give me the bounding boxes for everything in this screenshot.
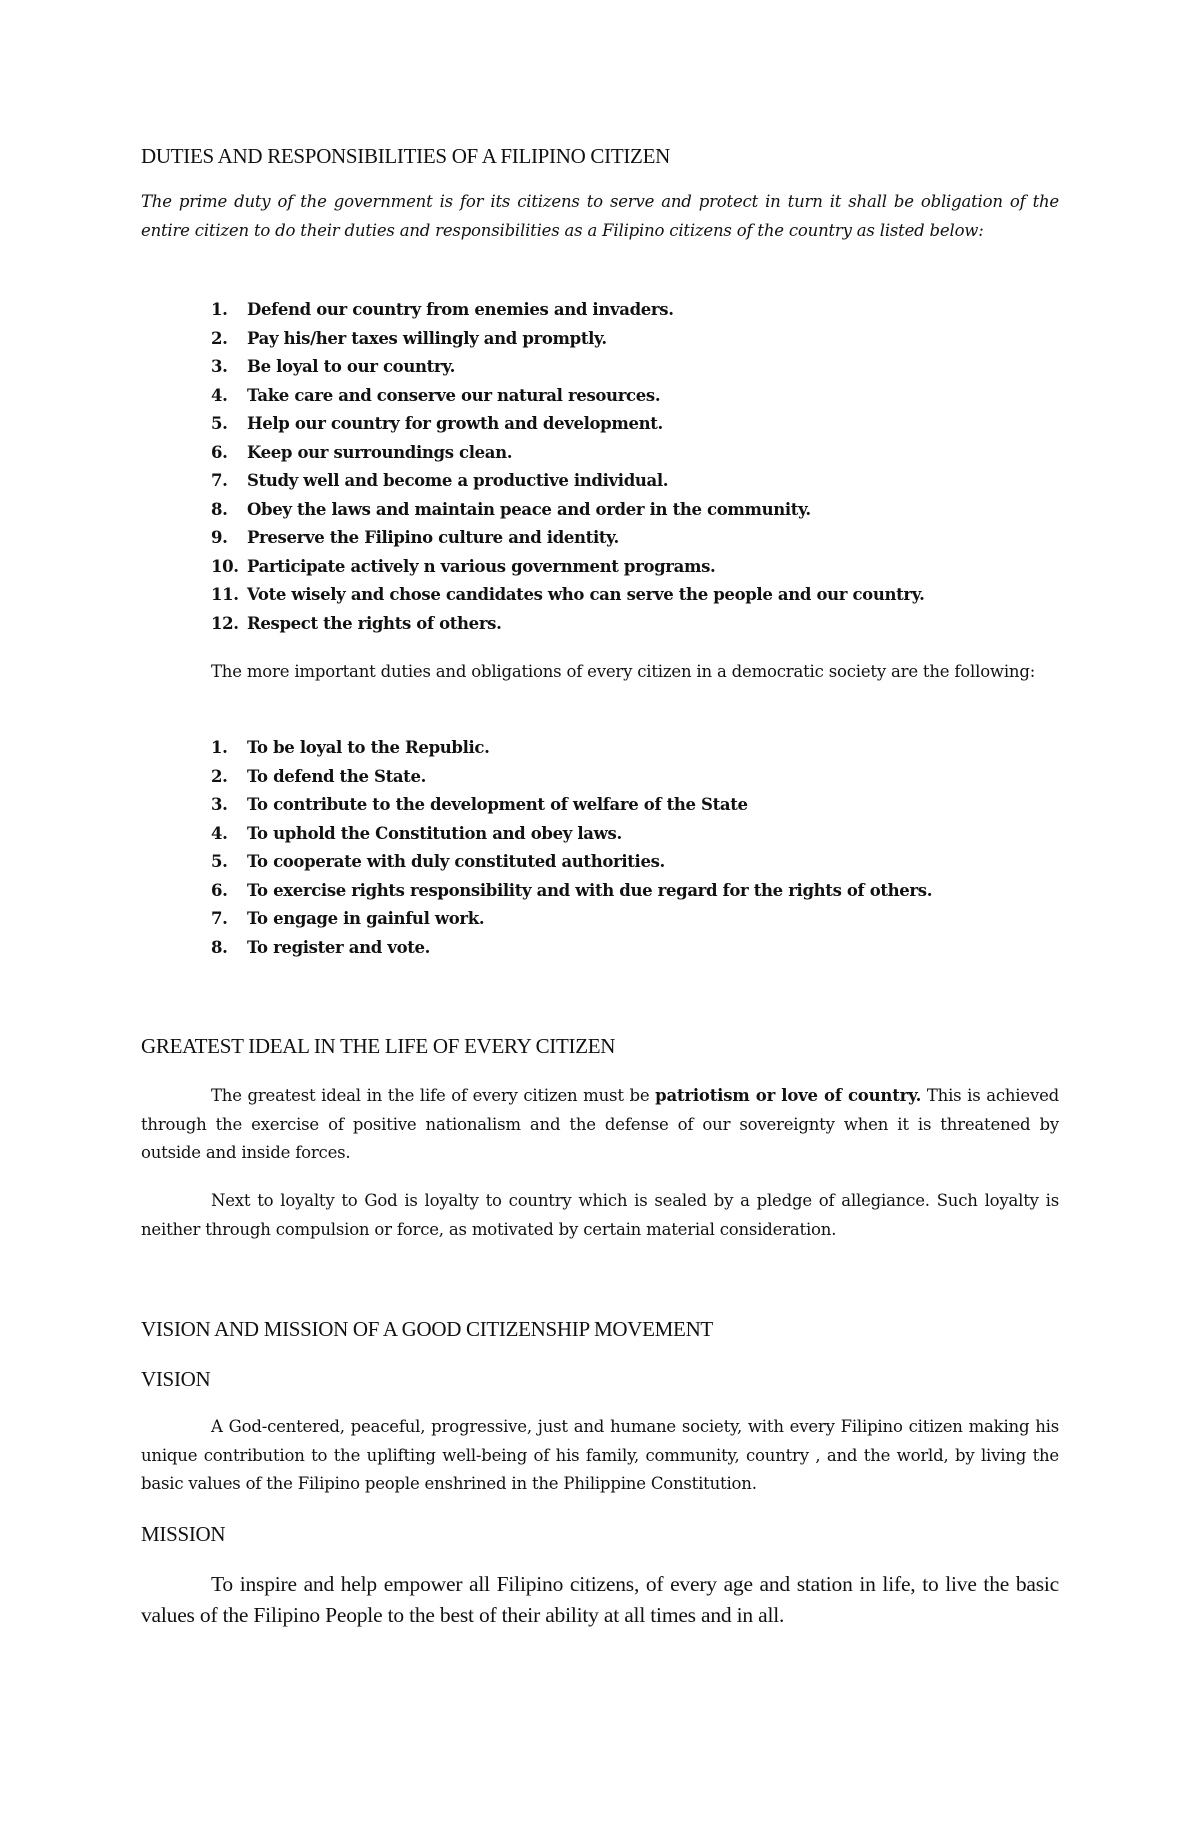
list-item-text: Study well and become a productive individual.: [247, 471, 669, 490]
list-item-text: Respect the rights of others.: [247, 613, 502, 633]
list-item-number: 5.: [211, 852, 228, 871]
list-item-number: 2.: [211, 766, 228, 786]
list-item-number: 6.: [211, 442, 228, 462]
list-item-text: Obey the laws and maintain peace and order in the community.: [247, 499, 811, 519]
list-item-number: 2.: [211, 328, 228, 348]
list-item-number: 11.: [211, 585, 239, 604]
list-item-text: Be loyal to our country.: [247, 357, 455, 376]
list-item-text: To defend the State.: [247, 766, 426, 786]
list-item-text: To be loyal to the Republic.: [247, 738, 490, 757]
list-item-number: 9.: [211, 528, 228, 547]
list-item-text: Preserve the Filipino culture and identity.: [247, 528, 619, 547]
list-item-text: To exercise rights responsibility and with due regard for the rights of others.: [247, 880, 933, 900]
movement-heading: VISION AND MISSION OF A GOOD CITIZENSHIP MOVEMENT: [141, 1317, 713, 1341]
ideal-paragraph-1: [141, 1082, 1059, 1168]
list-item-text: Help our country for growth and development.: [247, 414, 663, 433]
list-item-text: Keep our surroundings clean.: [247, 442, 513, 462]
ideal-heading: GREATEST IDEAL IN THE LIFE OF EVERY CITIZEN: [141, 1034, 616, 1058]
list-item-number: 7.: [211, 909, 228, 928]
list-item-number: 6.: [211, 880, 228, 900]
vision-heading: VISION: [141, 1367, 211, 1391]
ideal-paragraph-2: Next to loyalty to God is loyalty to country which is sealed by a pledge of allegiance. Such loyalty is neither through compulsion or force, as motivated by certain material consideration.: [141, 1191, 1059, 1239]
list-item-text: To cooperate with duly constituted authorities.: [247, 852, 665, 871]
list-item-text: To register and vote.: [247, 937, 431, 957]
list-item-text: Vote wisely and chose candidates who can serve the people and our country.: [247, 585, 925, 604]
list-item-text: Pay his/her taxes willingly and promptly.: [247, 328, 607, 348]
list-item-number: 1.: [211, 738, 228, 757]
list-item-number: 8.: [211, 937, 228, 957]
mission-paragraph: To inspire and help empower all Filipino citizens, of every age and station in life, to live the basic values of the Filipino People to the best of their ability at all times and in all.: [141, 1572, 1059, 1627]
list-item-number: 3.: [211, 795, 228, 814]
list-item-text: Defend our country from enemies and invaders.: [247, 300, 674, 319]
list-item-text: Participate actively n various government programs.: [247, 556, 716, 576]
duties-intro-paragraph: The prime duty of the government is for its citizens to serve and protect in turn it shall be obligation of the entire citizen to do their duties and responsibilities as a Filipino citizens of the country as listed below:: [141, 192, 1059, 240]
list-item-text: To engage in gainful work.: [247, 909, 485, 928]
list-item-text: To contribute to the development of welfare of the State: [247, 795, 748, 814]
mission-heading: MISSION: [141, 1522, 226, 1546]
ideal-text-after: This is achieved through the exercise of positive nationalism and the defense of our sovereignty when it is threatened by outside and inside forces.: [141, 1086, 1059, 1162]
list-item-number: 4.: [211, 385, 228, 405]
list-item-number: 4.: [211, 823, 228, 843]
list-item-text: To uphold the Constitution and obey laws.: [247, 823, 622, 843]
ideal-text-before: The greatest ideal in the life of every citizen must be: [211, 1086, 656, 1105]
list-item-number: 12.: [211, 613, 239, 633]
list-item-number: 7.: [211, 471, 228, 490]
list-item-number: 8.: [211, 499, 228, 519]
list-item-number: 5.: [211, 414, 228, 433]
list-item-number: 3.: [211, 357, 228, 376]
vision-paragraph: A God-centered, peaceful, progressive, just and humane society, with every Filipino citizen making his unique contribution to the uplifting well-being of his family, community, country , and the world, by living the basic values of the Filipino people enshrined in the Philippine Constitution.: [141, 1417, 1059, 1493]
list-item-number: 10.: [211, 556, 239, 576]
list-item-number: 1.: [211, 300, 228, 319]
obligations-intro-paragraph: The more important duties and obligations of every citizen in a democratic society are the following:: [211, 662, 1036, 681]
ideal-emphasis: patriotism or love of country.: [655, 1086, 922, 1105]
list-item-text: Take care and conserve our natural resources.: [247, 385, 661, 405]
duties-heading: DUTIES AND RESPONSIBILITIES OF A FILIPINO CITIZEN: [141, 144, 670, 168]
